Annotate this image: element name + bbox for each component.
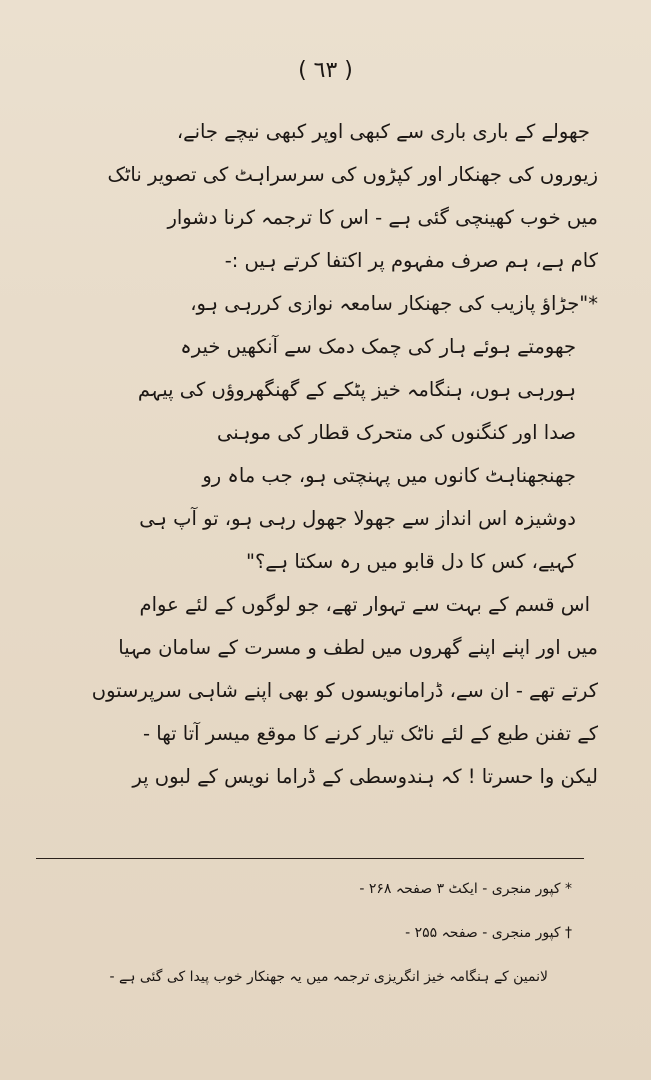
text-line: کرتے تھے - ان سے، ڈرامانویسوں کو بھی اپنے شاہی سرپرستوں xyxy=(91,679,598,702)
footnote: لانمین کے ہنگامہ خیز انگریزی ترجمہ میں یہ جھنکار خوب پیدا کی گئی ہے - xyxy=(109,969,548,985)
quote-line: *"جڑاؤ پازیب کی جھنکار سامعہ نوازی کررہی ہو، xyxy=(190,292,598,315)
text-line: جھولے کے باری باری سے کبھی اوپر کبھی نیچے جانے، xyxy=(176,120,590,143)
text-line: میں اور اپنے اپنے گھروں میں لطف و مسرت کے سامان مہیا xyxy=(118,636,598,659)
text-line: لیکن وا حسرتا ! کہ ہندوسطی کے ڈراما نویس کے لبوں پر xyxy=(132,765,598,788)
quote-line: دوشیزہ اس انداز سے جھولا جھول رہی ہو، تو آپ ہی xyxy=(139,507,576,530)
quote-line: جھومتے ہوئے ہار کی چمک دمک سے آنکھیں خیرہ xyxy=(180,335,576,358)
quote-line: صدا اور کنگنوں کی متحرک قطار کی موہنی xyxy=(216,421,576,444)
body-text xyxy=(38,110,598,798)
footnote: † کپور منجری - صفحہ ۲۵۵ - xyxy=(405,925,572,941)
quote-line: ہورہی ہوں، ہنگامہ خیز پٹکے کے گھنگھروؤں کی پیہم xyxy=(137,378,576,401)
footnote-divider xyxy=(36,858,584,859)
text-line: کے تفنن طبع کے لئے ناٹک تیار کرنے کا موقع میسر آتا تھا - xyxy=(143,722,598,745)
quote-line: کہیے، کس کا دل قابو میں رہ سکتا ہے؟" xyxy=(245,550,576,573)
text-line: اس قسم کے بہت سے تہوار تھے، جو لوگوں کے لئے عوام xyxy=(139,593,590,616)
text-line: زیوروں کی جھنکار اور کپڑوں کی سرسراہٹ کی تصویر ناٹک xyxy=(107,163,598,186)
text-line: میں خوب کھینچی گئی ہے - اس کا ترجمہ کرنا دشوار xyxy=(167,206,598,229)
footnote: * کپور منجری - ایکٹ ۳ صفحہ ۲۶۸ - xyxy=(359,881,572,897)
quote-line: جھنجھناہٹ کانوں میں پہنچتی ہو، جب ماہ رو xyxy=(202,464,576,487)
footnotes xyxy=(38,878,578,1010)
page-number: ( ٦٣ ) xyxy=(298,58,353,83)
text-line: کام ہے، ہم صرف مفہوم پر اکتفا کرتے ہیں :- xyxy=(224,249,598,272)
